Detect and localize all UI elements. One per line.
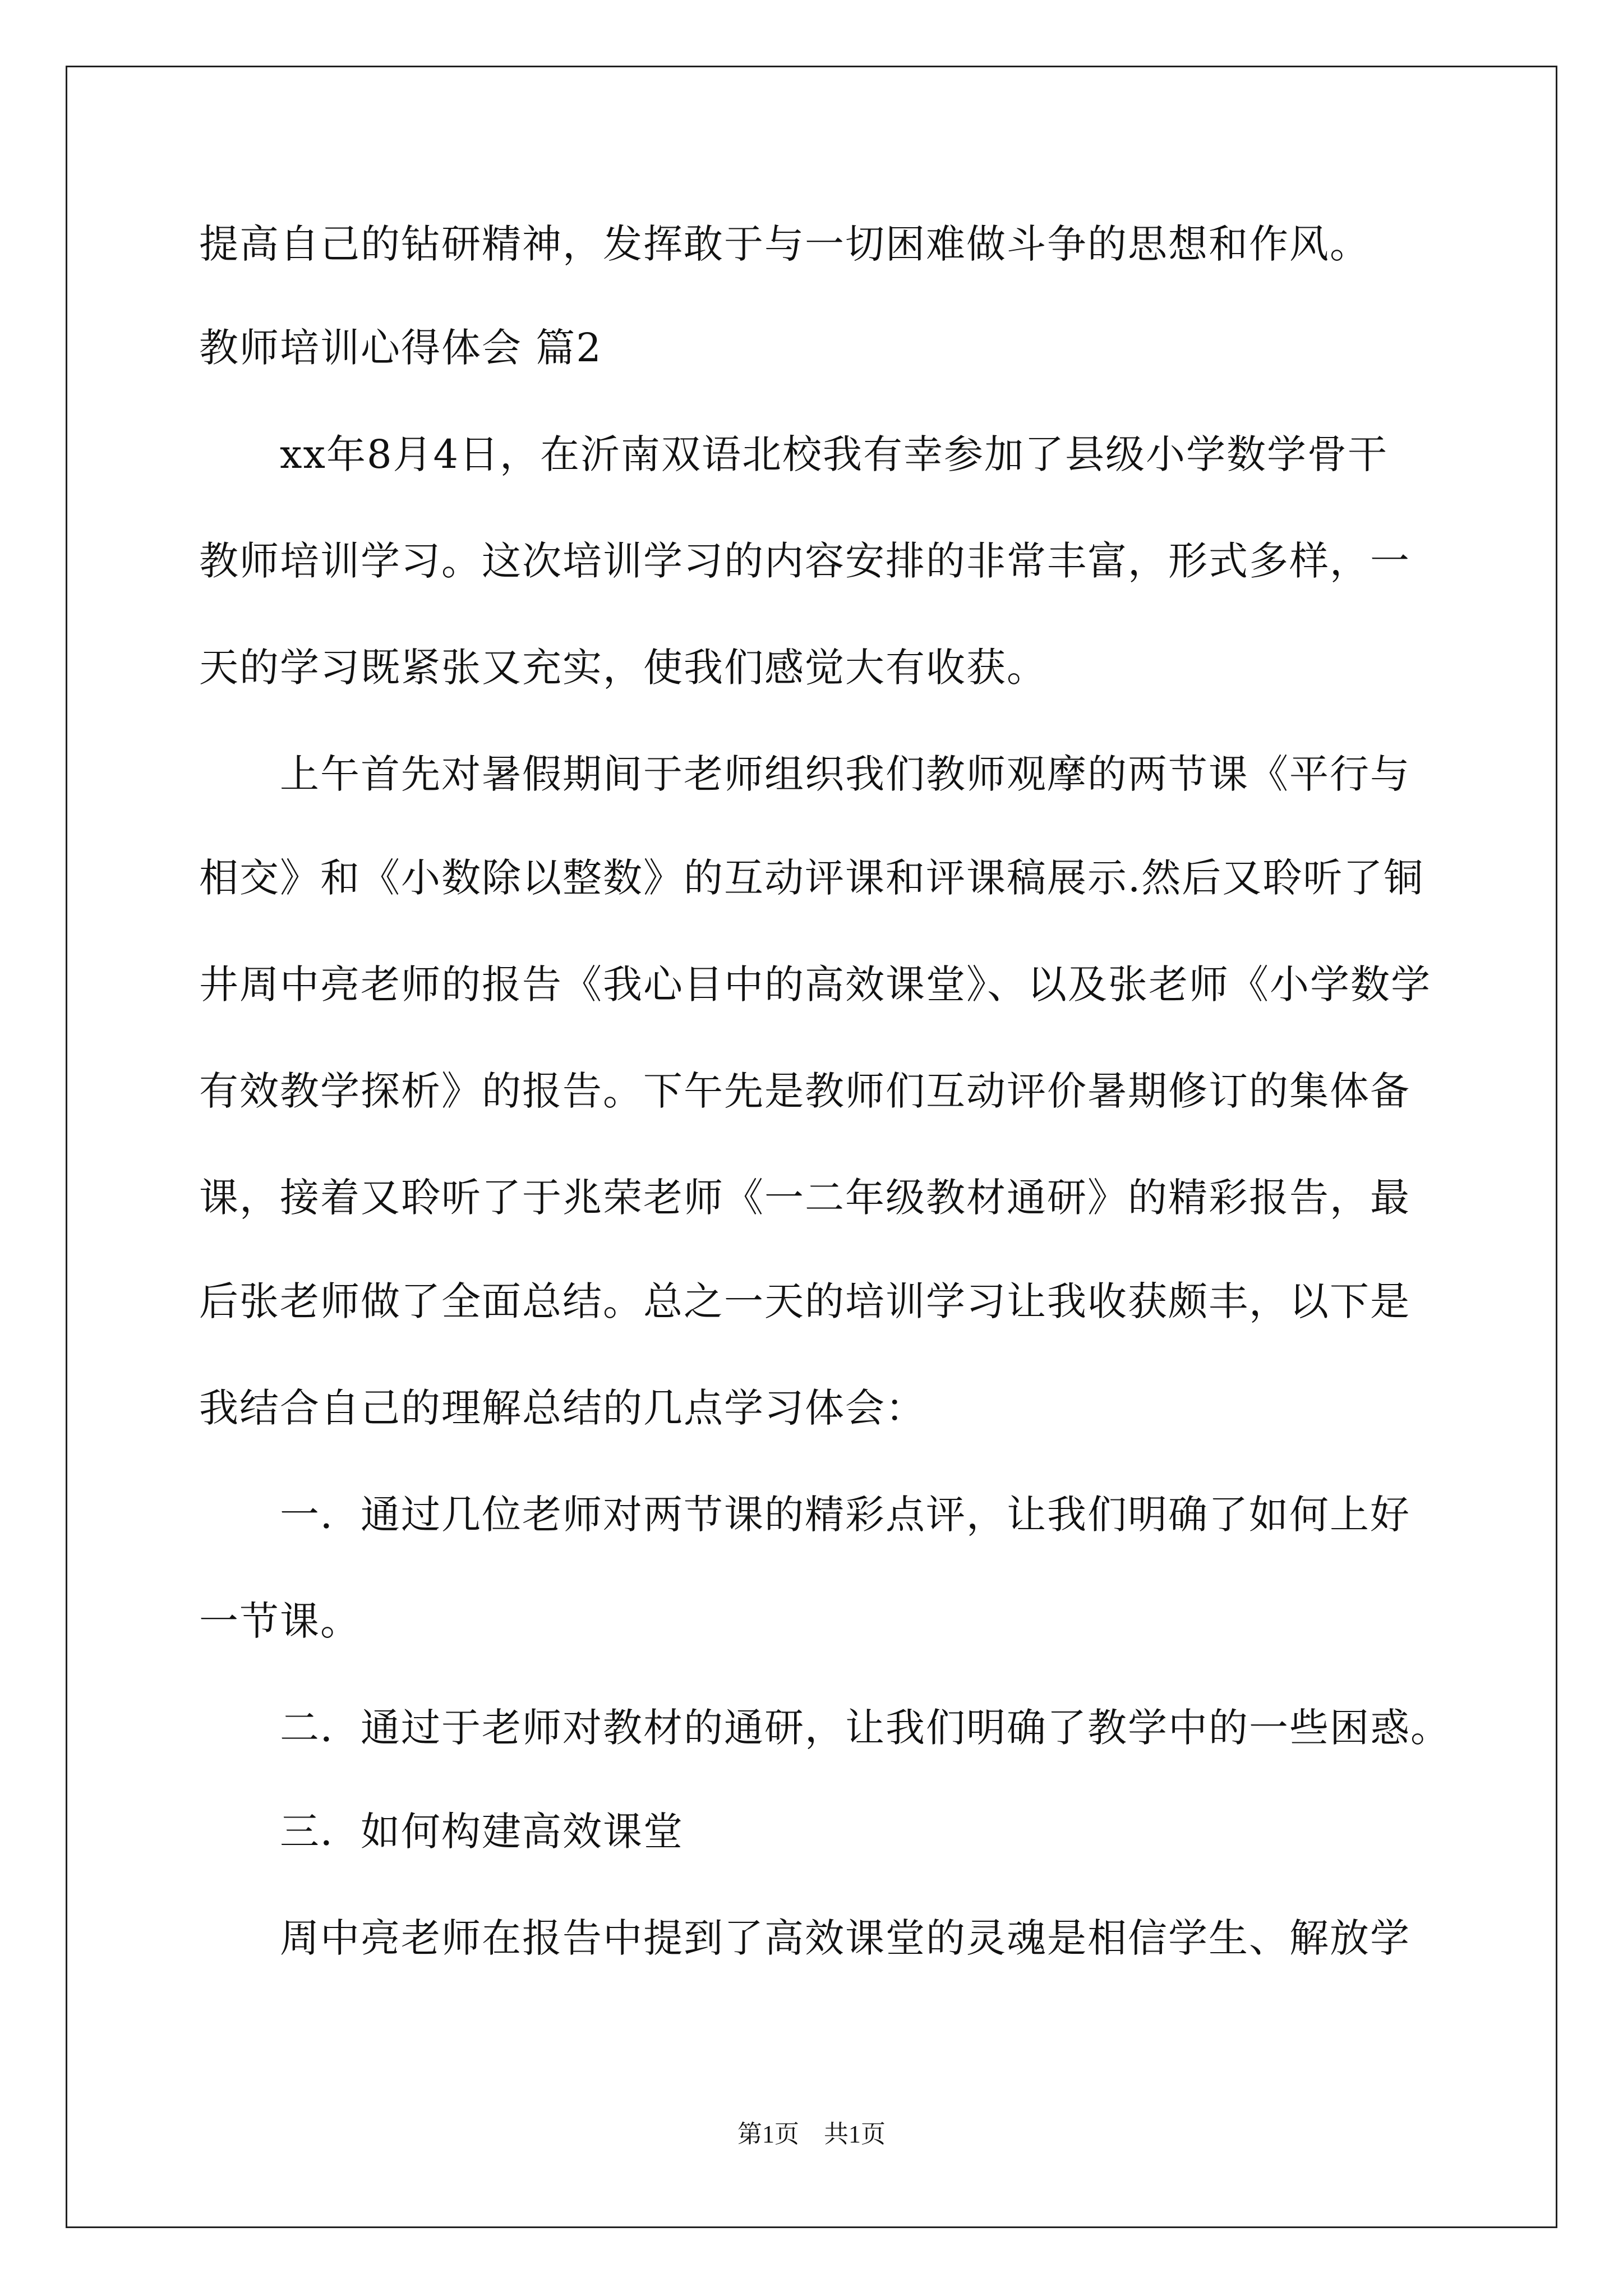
text-line: 课，接着又聆听了于兆荣老师《一二年级教材通研》的精彩报告，最 [199,1175,1410,1221]
text-line: 一节课。 [199,1598,361,1644]
text-line: 后张老师做了全面总结。总之一天的培训学习让我收获颇丰，以下是 [199,1278,1410,1324]
text-line: xx年8月4日，在沂南双语北校我有幸参加了县级小学数学骨干 [199,431,1389,477]
text-line: 井周中亮老师的报告《我心目中的高效课堂》、以及张老师《小学数学 [199,961,1431,1007]
text-line: 有效教学探析》的报告。下午先是教师们互动评价暑期修订的集体备 [199,1068,1410,1114]
text-line: 相交》和《小数除以整数》的互动评课和评课稿展示.然后又聆听了铜 [199,855,1424,901]
page-border [66,66,1557,2228]
text-line: 周中亮老师在报告中提到了高效课堂的灵魂是相信学生、解放学 [199,1915,1410,1961]
text-line: 二．通过于老师对教材的通研，让我们明确了教学中的一些困惑。 [199,1705,1451,1751]
text-line: 天的学习既紧张又充实，使我们感觉大有收获。 [199,645,1047,691]
text-line: 一．通过几位老师对两节课的精彩点评，让我们明确了如何上好 [199,1492,1410,1538]
text-line: 提高自己的钻研精神，发挥敢于与一切困难做斗争的思想和作风。 [199,221,1370,267]
text-line: 上午首先对暑假期间于老师组织我们教师观摩的两节课《平行与 [199,751,1410,797]
text-line: 教师培训学习。这次培训学习的内容安排的非常丰富，形式多样，一 [199,538,1410,584]
page-number-footer: 第1页 共1页 [737,2120,886,2148]
text-line: 我结合自己的理解总结的几点学习体会： [199,1385,926,1431]
section-heading: 教师培训心得体会 篇2 [199,325,602,371]
text-line: 三．如何构建高效课堂 [199,1809,684,1855]
